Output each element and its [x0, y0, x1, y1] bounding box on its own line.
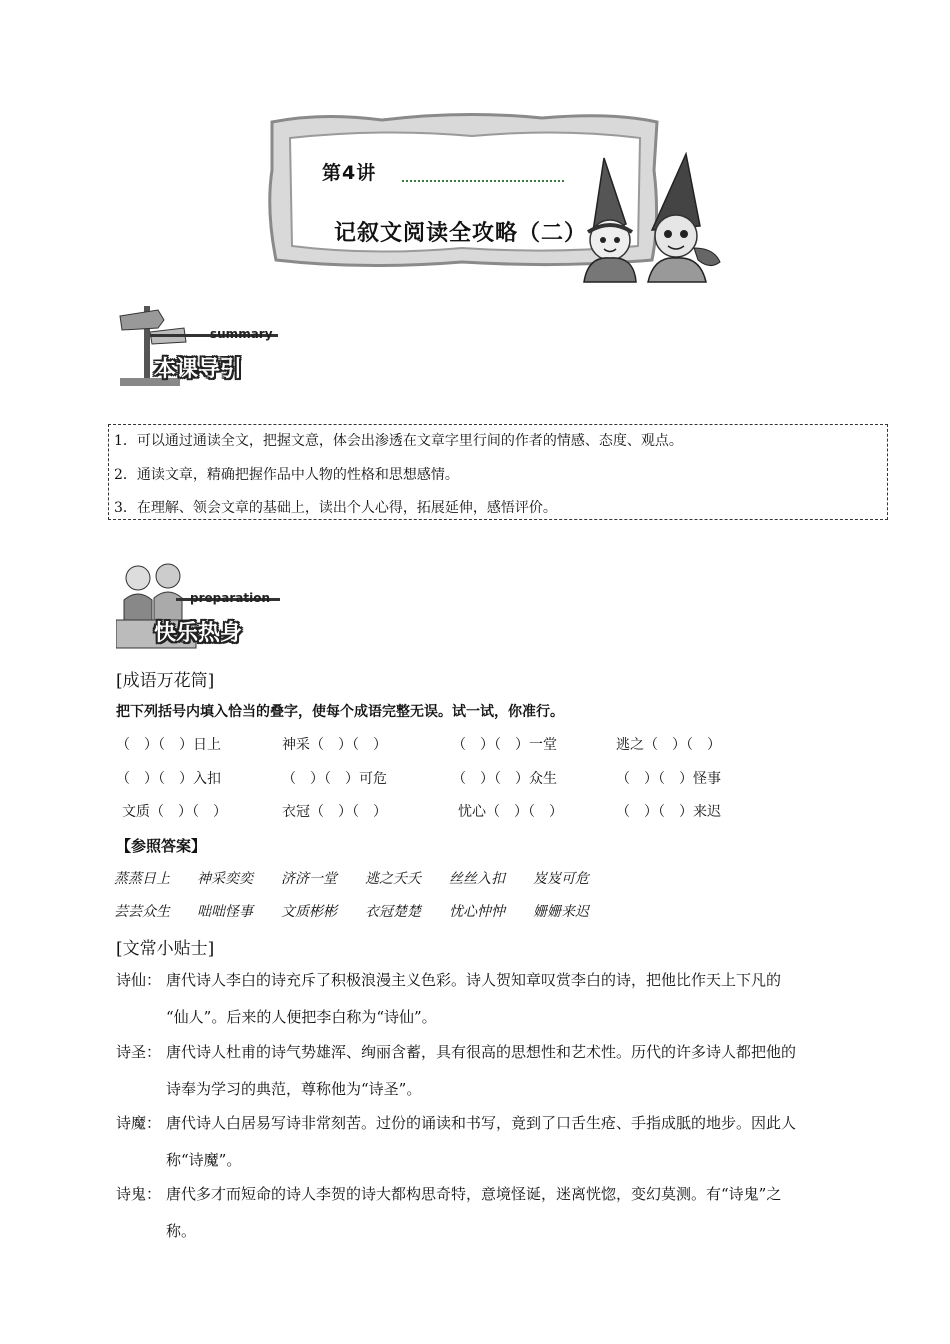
tip-text-line: 诗奉为学习的典范，尊称他为“诗圣”。	[166, 1080, 422, 1098]
idiom-blank: （ ）（ ）入扣	[116, 771, 221, 787]
tip-text-line: 称“诗魔”。	[166, 1151, 242, 1169]
tip-text-line: “仙人”。后来的人便把李白称为“诗仙”。	[166, 1008, 437, 1026]
objective-item: 3．在理解、领会文章的基础上，读出个人心得，拓展延伸，感悟评价。	[114, 500, 557, 516]
tip-text-line: 唐代诗人杜甫的诗气势雄浑、绚丽含蓄，具有很高的思想性和艺术性。历代的许多诗人都把他的	[166, 1043, 797, 1061]
tip-text-line: 唐代诗人李白的诗充斥了积极浪漫主义色彩。诗人贺知章叹赏李白的诗，把他比作天上下凡的	[166, 971, 782, 989]
idiom-blank: 逃之（ ）（ ）	[616, 737, 721, 753]
idioms-section-title: [成语万花筒]	[116, 671, 215, 691]
answer-idiom: 咄咄怪事	[197, 904, 253, 920]
preparation-logo-en: preparation	[190, 591, 270, 605]
objective-item: 1．可以通过通读全文，把握文意，体会出渗透在文章字里行间的作者的情感、态度、观点。	[114, 433, 683, 449]
answer-idiom: 济济一堂	[281, 871, 337, 887]
tip-text-line: 唐代诗人白居易写诗非常刻苦。过份的诵读和书写，竟到了口舌生疮、手指成胝的地步。因此人	[166, 1114, 797, 1132]
answer-idiom: 衣冠楚楚	[365, 904, 421, 920]
idiom-blank: （ ）（ ）来迟	[616, 804, 721, 820]
tip-term: 诗鬼：	[116, 1185, 162, 1203]
idiom-blank: 忧心（ ）（ ）	[458, 804, 563, 820]
idioms-instruction: 把下列括号内填入恰当的叠字，使每个成语完整无误。试一试，你准行。	[116, 704, 564, 720]
answer-idiom: 蒸蒸日上	[114, 871, 170, 887]
tip-term: 诗仙：	[116, 971, 162, 989]
preparation-logo-cn: 快乐热身	[154, 621, 243, 646]
tips-section-title: [文常小贴士]	[116, 939, 215, 959]
title-dotted-line	[402, 180, 564, 182]
answers-title: 【参照答案】	[116, 837, 207, 855]
answer-idiom: 神采奕奕	[197, 871, 253, 887]
idiom-blank: （ ）（ ）日上	[116, 737, 221, 753]
idiom-blank: （ ）（ ）可危	[282, 771, 387, 787]
idiom-blank: 神采（ ）（ ）	[282, 737, 387, 753]
idiom-blank: （ ）（ ）怪事	[616, 771, 721, 787]
answer-idiom: 岌岌可危	[533, 871, 589, 887]
answer-idiom: 文质彬彬	[281, 904, 337, 920]
idiom-blank: （ ）（ ）众生	[452, 771, 557, 787]
idiom-blank: 衣冠（ ）（ ）	[282, 804, 387, 820]
idiom-blank: 文质（ ）（ ）	[122, 804, 227, 820]
tip-text-line: 称。	[166, 1222, 197, 1240]
answer-idiom: 逃之夭夭	[365, 871, 421, 887]
tip-term: 诗圣：	[116, 1043, 162, 1061]
tip-text-line: 唐代多才而短命的诗人李贺的诗大都构思奇特，意境怪诞，迷离恍惚，变幻莫测。有“诗鬼”之	[166, 1185, 782, 1203]
answer-idiom: 忧心忡忡	[449, 904, 505, 920]
gnome-mascots-image	[574, 152, 722, 284]
tip-term: 诗魔：	[116, 1114, 162, 1132]
page-title: 记叙文阅读全攻略（二）	[334, 221, 588, 246]
idiom-blank: （ ）（ ）一堂	[452, 737, 557, 753]
answer-idiom: 芸芸众生	[114, 904, 170, 920]
objective-item: 2．通读文章，精确把握作品中人物的性格和思想感情。	[114, 467, 459, 483]
summary-logo-en: summary	[210, 327, 273, 341]
lecture-number: 第4讲	[322, 162, 377, 184]
answer-idiom: 丝丝入扣	[449, 871, 505, 887]
summary-logo-cn: 本课导引	[154, 357, 243, 382]
answer-idiom: 姗姗来迟	[533, 904, 589, 920]
